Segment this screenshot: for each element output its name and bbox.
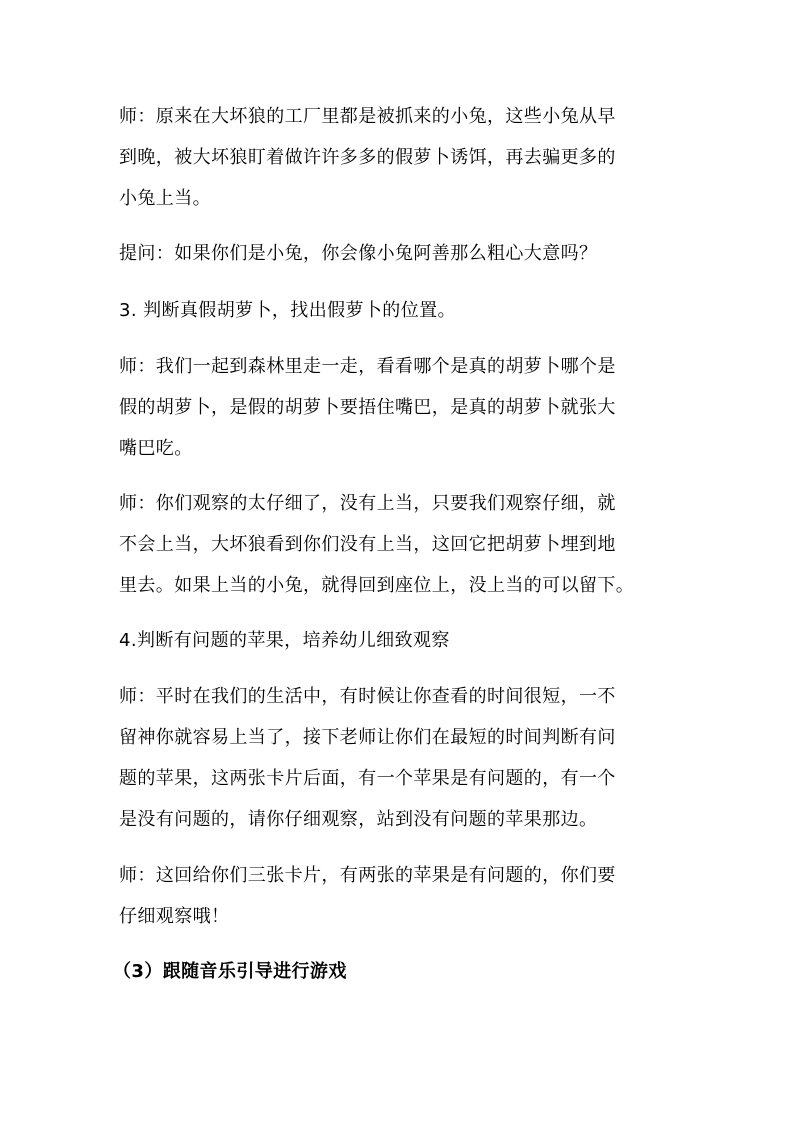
section-step-3 — [119, 290, 679, 331]
text-line: 提问：如果你们是小兔，你会像小兔阿善那么粗心大意吗？ — [119, 243, 598, 264]
text-line: 里去。如果上当的小兔，就得回到座位上，没上当的可以留下。 — [119, 575, 635, 596]
paragraph-teacher-observe — [119, 483, 679, 606]
text-line: 师：平时在我们的生活中，有时候让你查看的时间很短，一不 — [119, 686, 616, 707]
paragraph-teacher-three-cards — [119, 855, 679, 937]
text-line: 小兔上当。 — [119, 188, 211, 209]
paragraph-teacher-factory — [119, 96, 679, 219]
text-line: 留神你就容易上当了，接下老师让你们在最短的时间判断有问 — [119, 727, 616, 748]
text-line: 不会上当，大坏狼看到你们没有上当，这回它把胡萝卜埋到地 — [119, 534, 616, 555]
text-line: 仔细观察哦！ — [119, 906, 230, 927]
section-step-4 — [119, 620, 679, 661]
heading-text: （3）跟随音乐引导进行游戏 — [113, 961, 347, 982]
paragraph-teacher-apples — [119, 676, 679, 840]
text-line: 师：我们一起到森林里走一走，看看哪个是真的胡萝卜哪个是 — [119, 356, 616, 377]
paragraph-question — [119, 233, 679, 274]
text-line: 4.判断有问题的苹果，培养幼儿细致观察 — [119, 630, 450, 651]
text-line: 师：原来在大坏狼的工厂里都是被抓来的小兔，这些小兔从早 — [119, 106, 616, 127]
paragraph-teacher-forest — [119, 346, 679, 469]
text-line: 假的胡萝卜，是假的胡萝卜要捂住嘴巴，是真的胡萝卜就张大 — [119, 397, 616, 418]
text-line: 师：这回给你们三张卡片，有两张的苹果是有问题的，你们要 — [119, 865, 616, 886]
text-line: 题的苹果，这两张卡片后面，有一个苹果是有问题的，有一个 — [119, 768, 616, 789]
text-line: 师：你们观察的太仔细了，没有上当，只要我们观察仔细，就 — [119, 493, 616, 514]
text-line: 是没有问题的，请你仔细观察，站到没有问题的苹果那边。 — [119, 809, 598, 830]
section-heading-music-game — [113, 951, 673, 992]
text-line: 到晚，被大坏狼盯着做许许多多的假萝卜诱饵，再去骗更多的 — [119, 147, 616, 168]
text-line: 3. 判断真假胡萝卜，找出假萝卜的位置。 — [119, 300, 456, 321]
text-line: 嘴巴吃。 — [119, 438, 193, 459]
